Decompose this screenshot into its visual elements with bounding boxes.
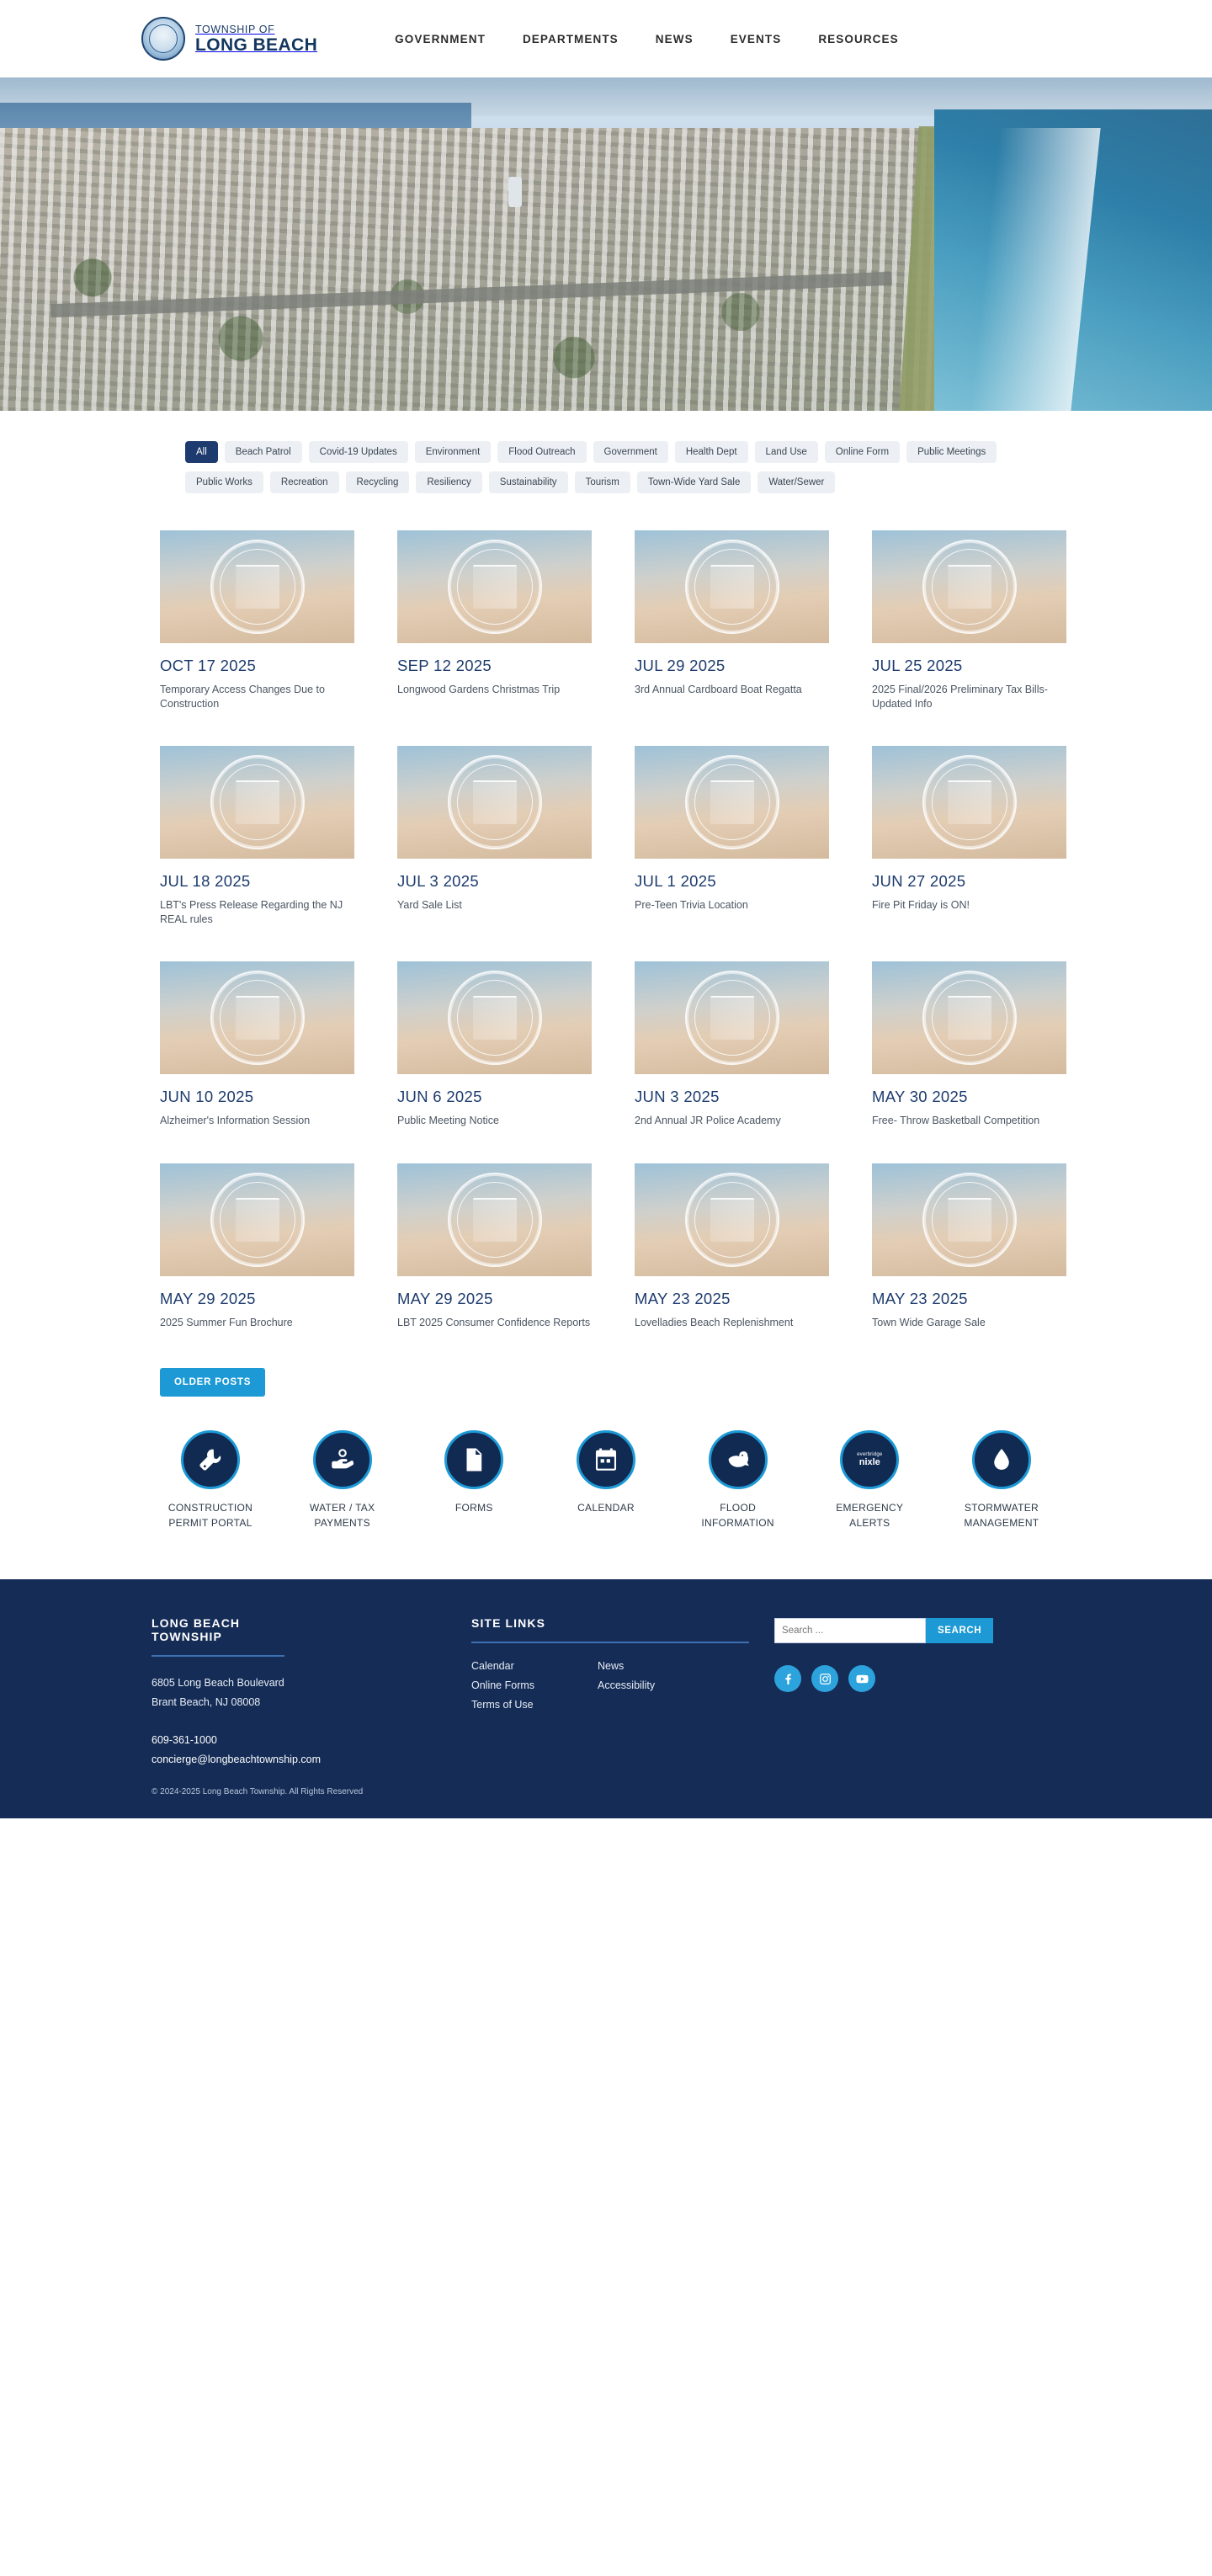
hero-water-tower bbox=[508, 177, 522, 207]
footer-sitelinks-column bbox=[471, 1616, 774, 1796]
news-card-title[interactable]: Alzheimer's Information Session bbox=[160, 1115, 311, 1126]
news-card-thumbnail[interactable] bbox=[872, 1163, 1066, 1276]
filter-chip-government[interactable]: Government bbox=[593, 441, 668, 463]
address-line-2: Brant Beach, NJ 08008 bbox=[152, 1696, 261, 1709]
township-seal-watermark-icon bbox=[210, 971, 305, 1065]
filter-chip-sustainability[interactable]: Sustainability bbox=[489, 471, 568, 493]
footer-search-column bbox=[774, 1616, 1060, 1796]
news-card-title[interactable]: 3rd Annual Cardboard Boat Regatta bbox=[635, 684, 802, 695]
township-seal-watermark-icon bbox=[685, 755, 779, 849]
footer-address bbox=[152, 1674, 471, 1712]
township-seal-watermark-icon bbox=[922, 971, 1017, 1065]
news-card-thumbnail[interactable] bbox=[397, 530, 592, 643]
news-card-thumbnail[interactable] bbox=[872, 746, 1066, 859]
footer-link-news[interactable]: News bbox=[598, 1660, 625, 1672]
quick-link-flood-information[interactable] bbox=[683, 1430, 793, 1530]
news-card-date: MAY 23 2025 bbox=[635, 1289, 731, 1307]
news-card-date: JUN 10 2025 bbox=[160, 1088, 254, 1105]
township-seal-watermark-icon bbox=[685, 1173, 779, 1267]
news-posts-grid bbox=[160, 530, 1052, 1329]
township-seal-watermark-icon bbox=[448, 540, 542, 634]
news-card[interactable] bbox=[635, 746, 829, 926]
search-input[interactable] bbox=[774, 1618, 926, 1643]
category-filter-bar bbox=[185, 411, 1027, 493]
news-card-title[interactable]: Lovelladies Beach Replenishment bbox=[635, 1316, 794, 1328]
filter-chip-flood-outreach[interactable]: Flood Outreach bbox=[497, 441, 586, 463]
search-button[interactable]: SEARCH bbox=[926, 1618, 993, 1643]
news-card-thumbnail[interactable] bbox=[160, 746, 354, 859]
township-seal-watermark-icon bbox=[448, 971, 542, 1065]
page-content bbox=[0, 411, 1212, 1579]
news-card-date: JUL 25 2025 bbox=[872, 657, 963, 674]
news-card[interactable] bbox=[872, 1163, 1066, 1330]
news-card-title[interactable]: Yard Sale List bbox=[397, 899, 462, 911]
site-footer bbox=[0, 1579, 1212, 1818]
nixle-icon bbox=[840, 1430, 899, 1489]
news-card-date: JUL 29 2025 bbox=[635, 657, 726, 674]
filter-chip-public-meetings[interactable]: Public Meetings bbox=[906, 441, 997, 463]
nixle-brand-main: nixle bbox=[858, 1457, 880, 1468]
logo-line-1: TOWNSHIP OF bbox=[195, 23, 275, 35]
footer-email[interactable]: concierge@longbeachtownship.com bbox=[152, 1754, 322, 1766]
nav-item-government[interactable]: GOVERNMENT bbox=[395, 32, 486, 45]
news-card-thumbnail[interactable] bbox=[160, 961, 354, 1074]
social-links bbox=[774, 1665, 1060, 1692]
footer-heading-township: LONG BEACH TOWNSHIP bbox=[152, 1616, 284, 1657]
filter-chip-public-works[interactable]: Public Works bbox=[185, 471, 263, 493]
filter-chip-beach-patrol[interactable]: Beach Patrol bbox=[225, 441, 302, 463]
filter-chip-online-form[interactable]: Online Form bbox=[825, 441, 900, 463]
news-card-date: JUN 6 2025 bbox=[397, 1088, 482, 1105]
news-card-title[interactable]: Free- Throw Basketball Competition bbox=[872, 1115, 1040, 1126]
news-card-title[interactable]: 2025 Summer Fun Brochure bbox=[160, 1316, 293, 1328]
news-card-date: MAY 29 2025 bbox=[397, 1289, 493, 1307]
hero-tree-canopy bbox=[0, 221, 926, 411]
news-card-thumbnail[interactable] bbox=[635, 1163, 829, 1276]
township-seal-icon bbox=[141, 17, 185, 61]
news-card-date: MAY 29 2025 bbox=[160, 1289, 256, 1307]
news-card[interactable] bbox=[397, 961, 592, 1128]
quick-link-calendar[interactable] bbox=[551, 1430, 661, 1530]
quick-link-water-tax-payments[interactable] bbox=[288, 1430, 397, 1530]
footer-link-accessibility[interactable]: Accessibility bbox=[598, 1679, 656, 1691]
site-logo[interactable] bbox=[141, 17, 317, 61]
filter-chip-all[interactable]: All bbox=[185, 441, 218, 463]
older-posts-button[interactable]: OLDER POSTS bbox=[160, 1368, 265, 1397]
hand-money-icon bbox=[313, 1430, 372, 1489]
site-header bbox=[0, 0, 1212, 77]
news-card-title[interactable]: Longwood Gardens Christmas Trip bbox=[397, 684, 561, 695]
filter-chip-health-dept[interactable]: Health Dept bbox=[675, 441, 748, 463]
township-seal-watermark-icon bbox=[922, 755, 1017, 849]
quick-links-row bbox=[156, 1430, 1056, 1579]
quick-link-stormwater-management[interactable] bbox=[947, 1430, 1056, 1530]
news-card-date: SEP 12 2025 bbox=[397, 657, 492, 674]
news-card[interactable] bbox=[160, 530, 354, 711]
news-card-thumbnail[interactable] bbox=[635, 961, 829, 1074]
news-card-date: JUN 27 2025 bbox=[872, 872, 966, 890]
footer-site-links bbox=[471, 1660, 774, 1711]
logo-text bbox=[195, 23, 317, 56]
news-card[interactable] bbox=[872, 530, 1066, 711]
calendar-icon bbox=[577, 1430, 635, 1489]
nav-item-events[interactable]: EVENTS bbox=[730, 32, 782, 45]
township-seal-watermark-icon bbox=[685, 540, 779, 634]
quick-link-label: CONSTRUCTION PERMIT PORTAL bbox=[167, 1502, 253, 1529]
news-card-date: OCT 17 2025 bbox=[160, 657, 257, 674]
news-card[interactable] bbox=[397, 746, 592, 926]
quick-link-construction-permit-portal[interactable] bbox=[156, 1430, 265, 1530]
facebook-icon[interactable] bbox=[774, 1665, 801, 1692]
nav-item-departments[interactable]: DEPARTMENTS bbox=[522, 32, 619, 45]
youtube-icon[interactable] bbox=[848, 1665, 875, 1692]
news-card-title[interactable]: 2025 Final/2026 Preliminary Tax Bills-Updated Info bbox=[872, 684, 1048, 710]
pagination-area bbox=[160, 1368, 1052, 1397]
news-card-title[interactable]: Temporary Access Changes Due to Construction bbox=[160, 684, 325, 710]
filter-chip-water-sewer[interactable]: Water/Sewer bbox=[758, 471, 835, 493]
news-card-title[interactable]: Pre-Teen Trivia Location bbox=[635, 899, 748, 911]
footer-link-terms-of-use[interactable]: Terms of Use bbox=[471, 1699, 534, 1711]
news-card-thumbnail[interactable] bbox=[397, 961, 592, 1074]
quick-link-label: WATER / TAX PAYMENTS bbox=[309, 1502, 375, 1529]
document-icon bbox=[444, 1430, 503, 1489]
news-card-thumbnail[interactable] bbox=[635, 530, 829, 643]
news-card-thumbnail[interactable] bbox=[397, 1163, 592, 1276]
filter-chip-recreation[interactable]: Recreation bbox=[270, 471, 339, 493]
township-seal-watermark-icon bbox=[210, 540, 305, 634]
filter-chip-resiliency[interactable]: Resiliency bbox=[416, 471, 481, 493]
news-card-thumbnail[interactable] bbox=[635, 746, 829, 859]
news-card-thumbnail[interactable] bbox=[872, 961, 1066, 1074]
news-card-thumbnail[interactable] bbox=[872, 530, 1066, 643]
news-card-title[interactable]: LBT's Press Release Regarding the NJ REAL rules bbox=[160, 899, 343, 925]
news-card-date: JUL 18 2025 bbox=[160, 872, 251, 890]
hardhat-tools-icon bbox=[181, 1430, 240, 1489]
quick-link-label: FLOOD INFORMATION bbox=[701, 1502, 774, 1529]
township-seal-watermark-icon bbox=[448, 755, 542, 849]
news-card[interactable] bbox=[872, 961, 1066, 1128]
news-card-date: MAY 23 2025 bbox=[872, 1289, 968, 1307]
filter-chip-land-use[interactable]: Land Use bbox=[755, 441, 818, 463]
footer-search-form bbox=[774, 1618, 1060, 1643]
township-seal-watermark-icon bbox=[210, 755, 305, 849]
news-card[interactable] bbox=[635, 1163, 829, 1330]
news-card[interactable] bbox=[160, 746, 354, 926]
quick-link-label: FORMS bbox=[454, 1502, 493, 1514]
filter-chip-town-wide-yard-sale[interactable]: Town-Wide Yard Sale bbox=[637, 471, 752, 493]
filter-chip-covid-19-updates[interactable]: Covid-19 Updates bbox=[309, 441, 408, 463]
quick-link-label: CALENDAR bbox=[577, 1502, 635, 1514]
news-card[interactable] bbox=[397, 1163, 592, 1330]
footer-link-calendar[interactable]: Calendar bbox=[471, 1660, 514, 1672]
logo-line-2: LONG BEACH bbox=[195, 35, 318, 56]
duck-icon bbox=[709, 1430, 768, 1489]
news-card-title[interactable]: LBT 2025 Consumer Confidence Reports bbox=[397, 1316, 591, 1328]
news-card-thumbnail[interactable] bbox=[397, 746, 592, 859]
news-card-title[interactable]: Public Meeting Notice bbox=[397, 1115, 499, 1126]
news-card[interactable] bbox=[635, 530, 829, 711]
footer-heading-sitelinks: SITE LINKS bbox=[471, 1616, 749, 1643]
footer-copyright: © 2024-2025 Long Beach Township. All Rights Reserved bbox=[152, 1786, 364, 1796]
township-seal-watermark-icon bbox=[922, 540, 1017, 634]
hero-aerial-photo bbox=[0, 77, 1212, 411]
address-line-1: 6805 Long Beach Boulevard bbox=[152, 1677, 284, 1689]
township-seal-watermark-icon bbox=[922, 1173, 1017, 1267]
news-card-thumbnail[interactable] bbox=[160, 530, 354, 643]
footer-link-online-forms[interactable]: Online Forms bbox=[471, 1679, 535, 1691]
news-card-title[interactable]: Town Wide Garage Sale bbox=[872, 1316, 986, 1328]
primary-navigation bbox=[395, 33, 899, 45]
water-drop-icon bbox=[972, 1430, 1031, 1489]
news-card[interactable] bbox=[160, 1163, 354, 1330]
quick-link-forms[interactable] bbox=[419, 1430, 529, 1530]
news-card-thumbnail[interactable] bbox=[160, 1163, 354, 1276]
quick-link-label: EMERGENCY ALERTS bbox=[836, 1502, 904, 1529]
news-card-date: MAY 30 2025 bbox=[872, 1088, 968, 1105]
nav-item-news[interactable]: NEWS bbox=[655, 32, 694, 45]
footer-contact bbox=[152, 1731, 471, 1770]
quick-link-label: STORMWATER MANAGEMENT bbox=[964, 1502, 1039, 1529]
news-card-date: JUL 1 2025 bbox=[635, 872, 716, 890]
news-card-title[interactable]: Fire Pit Friday is ON! bbox=[872, 899, 970, 911]
filter-chip-tourism[interactable]: Tourism bbox=[575, 471, 630, 493]
filter-chip-environment[interactable]: Environment bbox=[415, 441, 492, 463]
filter-chip-recycling[interactable]: Recycling bbox=[346, 471, 410, 493]
news-card[interactable] bbox=[397, 530, 592, 711]
news-card[interactable] bbox=[160, 961, 354, 1128]
news-card[interactable] bbox=[635, 961, 829, 1128]
news-card-title[interactable]: 2nd Annual JR Police Academy bbox=[635, 1115, 781, 1126]
footer-phone[interactable]: 609-361-1000 bbox=[152, 1734, 217, 1747]
footer-contact-column bbox=[152, 1616, 471, 1796]
township-seal-watermark-icon bbox=[448, 1173, 542, 1267]
nixle-icon bbox=[857, 1452, 882, 1468]
nav-item-resources[interactable]: RESOURCES bbox=[818, 32, 899, 45]
township-seal-watermark-icon bbox=[210, 1173, 305, 1267]
township-seal-watermark-icon bbox=[685, 971, 779, 1065]
news-card-date: JUL 3 2025 bbox=[397, 872, 479, 890]
nixle-brand-top: everbridge bbox=[857, 1451, 883, 1457]
news-card[interactable] bbox=[872, 746, 1066, 926]
instagram-icon[interactable] bbox=[811, 1665, 838, 1692]
news-card-date: JUN 3 2025 bbox=[635, 1088, 720, 1105]
quick-link-emergency-alerts[interactable] bbox=[815, 1430, 924, 1530]
